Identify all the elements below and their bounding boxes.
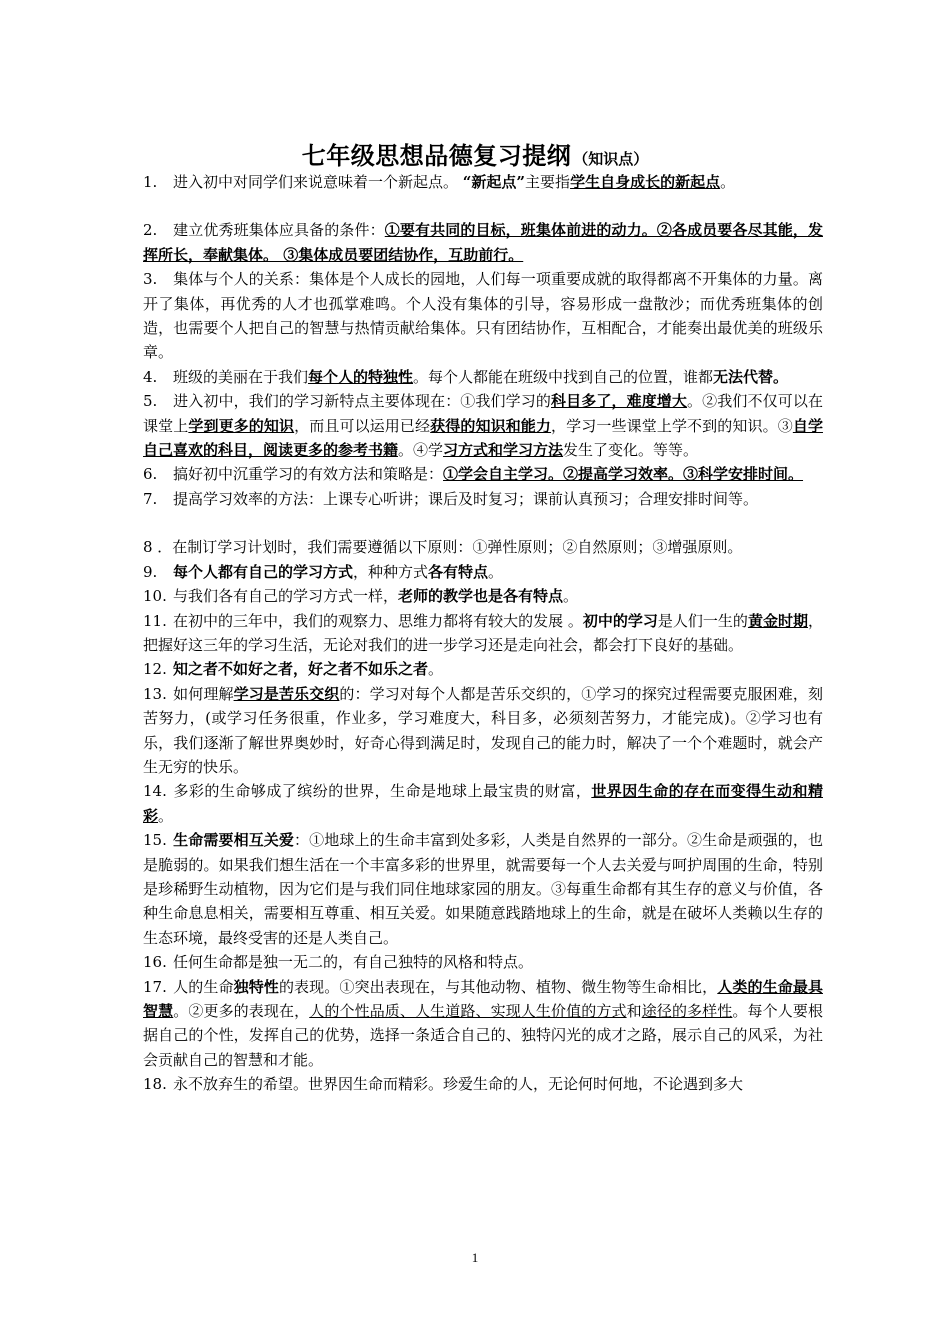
page-title [0,136,950,171]
text-segment: 搞好初中沉重学习的有效方法和策略是： [173,465,444,484]
text-segment: 黄金时期 [747,611,808,630]
text-segment: 是人们一生的 [657,611,748,630]
paragraph-p13 [143,682,823,780]
text-segment: ，种种方式 [353,562,429,581]
paragraph-p18 [143,1072,823,1096]
text-segment: 如何理解 [173,684,234,703]
text-segment: ，学习一些课堂上学不到的知识。③ [551,416,793,435]
text-segment: 老师的教学也是各有特点 [398,587,564,606]
text-segment: 在初中的三年中，我们的观察力、思维力都将有较大的发展 。 [173,611,583,630]
text-segment: 自学自己喜欢的科目，阅读更多的参考书籍 [143,416,823,460]
item-number: 9. [143,562,158,581]
text-segment: 发生了变化。等等。 [563,441,699,460]
paragraph-p7 [143,487,823,511]
text-segment: 进入初中对同学们来说意味着一个新起点。 [173,173,463,191]
paragraph-p15 [143,828,823,950]
item-number: 2. [143,221,158,240]
item-number: 1. [143,173,158,191]
text-segment: 。②更多的表现在， [173,1002,310,1020]
text-segment: 任何生命都是独一无二的，有自己独特的风格和特点。 [173,953,534,972]
text-segment: 和 [626,1002,642,1020]
text-segment: 。 [428,660,444,679]
paragraph-p9 [143,560,823,584]
text-segment: 人类的生命最具智慧 [143,977,823,1020]
text-segment: 独特性 [233,977,279,996]
item-number: 4. [143,367,158,386]
text-segment: 科目多了，难度增大 [551,392,688,411]
item-number: 3. [143,270,158,289]
text-segment: 8 ．在制订学习计划时，我们需要遵循以下原则：①弹性原则；②自然原则；③增强原则。 [143,538,743,557]
item-number: 15. [143,831,167,850]
text-segment: 进入初中，我们的学习新特点主要体现在：①我们学习的 [173,392,551,411]
text-segment: 集体与个人的关系：集体是个人成长的园地，人们每一项重要成就的取得都离不开集体的力量。离开了集体，再优秀的人才也孤掌难鸣。个人没有集体的引导，容易形成一盘散沙；而优秀班集体的创造，也需要个人把自己的智慧与热情贡献给集体。只有团结协作，互相配合，才能奏出最优美的班级乐章。 [143,270,823,362]
text-segment: 班级的美丽在于我们 [173,367,309,386]
text-segment: 人的生命 [173,977,234,996]
text-segment: 每个人的特独性 [308,367,414,386]
text-segment: 。每个人要根据自己的个性，发挥自己的优势，选择一条适合自己的、独特闪光的成才之路，展示自己的风采，为社会贡献自己的智慧和才能。 [143,1002,823,1069]
paragraph-p11 [143,609,823,658]
document-body [143,170,823,1097]
text-segment: 获得的知识和能力 [430,416,552,435]
text-segment: 。 [563,587,579,606]
text-segment: 途径的多样性 [641,1002,733,1020]
text-segment: 知之者不如好之者，好之者不如乐之者 [173,660,429,679]
page-number: 1 [471,1250,479,1265]
paragraph-p3 [143,267,823,365]
text-segment: 每个人都有自己的学习方式 [173,562,354,581]
text-segment: 主要指 [525,173,571,191]
text-segment: 。 [720,173,736,191]
text-segment: 世界因生命的存在而变得生动和精彩 [143,782,823,825]
item-number: 11. [143,611,167,630]
text-segment: 生命需要相互关爱 [173,831,295,850]
text-segment: 建立优秀班集体应具备的条件： [173,221,385,240]
text-segment: 学到更多的知识 [188,416,295,435]
paragraph-p5 [143,389,823,462]
text-segment: 。 [158,806,174,825]
text-segment: 。②我们不仅可以在课堂上 [143,392,823,435]
item-number: 17. [143,977,167,996]
text-segment: 习方式和学习方法 [443,441,564,460]
text-segment: ①学会自主学习。②提高学习效率。③科学安排时间。 [443,465,804,484]
text-segment: ①要有共同的目标，班集体前进的动力。②各成员要各尽其能，发挥所长，奉献集体。 ③集体成员要团结协作，互助前行。 [143,221,823,264]
item-number: 14. [143,782,167,801]
text-segment: 与我们各有自己的学习方式一样， [173,587,399,606]
text-segment: 无法代替。 [713,367,789,386]
item-number: 13. [143,684,167,703]
text-segment: ，而且可以运用已经 [294,416,431,435]
text-segment: 提高学习效率的方法：上课专心听讲；课后及时复习；课前认真预习；合理安排时间等。 [173,489,759,508]
paragraph-p8 [143,535,823,559]
text-segment: 的：学习对每个人都是苦乐交织的，①学习的探究过程需要克服困难，刻苦努力，(或学习任务很重，作业多，学习难度大，科目多，必须刻苦努力，才能完成)。②学习也有乐，我们逐渐了解世界奥妙时，好奇心得到满足时，发现自己的能力时，解决了一个个难题时，就会产生无穷的快乐。 [143,684,823,776]
paragraph-p2 [143,218,823,267]
item-number: 6. [143,465,158,484]
paragraph-p1 [143,170,823,194]
text-segment: ：①地球上的生命丰富到处多彩，人类是自然界的一部分。②生命是顽强的，也是脆弱的。如果我们想生活在一个丰富多彩的世界里，就需要每一个人去关爱与呵护周围的生命，特别是珍稀野生动植物，因为它们是与我们同住地球家园的朋友。③每重生命都有其生存的意义与价值，各种生命息息相关，需要相互尊重、相互关爱。如果随意践踏地球上的生命，就是在破坏人类赖以生存的生态环境，最终受害的还是人类自己。 [143,831,823,947]
text-segment: ，把握好这三年的学习生活，无论对我们的进一步学习还是走向社会，都会打下良好的基础。 [143,611,823,654]
text-segment: 学习是苦乐交织 [233,684,340,703]
text-segment: “新起点” [462,173,526,191]
text-segment: 多彩的生命够成了缤纷的世界，生命是地球上最宝贵的财富， [173,782,592,801]
item-number: 18. [143,1075,167,1094]
item-number: 10. [143,587,167,606]
paragraph-p10 [143,584,823,608]
text-segment: 初中的学习 [582,611,658,630]
item-number: 16. [143,953,167,972]
text-segment: 。每个人都能在班级中找到自己的位置，谁都 [413,367,714,386]
title-subtitle: （知识点） [573,150,649,168]
paragraph-p4 [143,365,823,389]
paragraph-p12 [143,657,823,681]
text-segment: 的表现。①突出表现在，与其他动物、植物、微生物等生命相比， [278,977,718,996]
item-number: 5. [143,392,158,411]
text-segment: 学生自身成长的新起点 [570,173,721,191]
item-number: 12. [143,660,167,679]
item-number: 7. [143,489,158,508]
text-segment: 。 [488,562,504,581]
text-segment: 人的个性品质、人生道路、实现人生价值的方式 [309,1002,627,1020]
text-segment: 各有特点 [428,562,489,581]
paragraph-p17 [143,975,823,1073]
text-segment: 。④学 [398,441,444,460]
paragraph-p14 [143,779,823,828]
paragraph-p16 [143,950,823,974]
text-segment: 永不放弃生的希望。世界因生命而精彩。珍爱生命的人，无论何时何地，不论遇到多大 [173,1075,744,1094]
paragraph-p6 [143,462,823,486]
title-main: 七年级思想品德复习提纲 [301,142,572,170]
